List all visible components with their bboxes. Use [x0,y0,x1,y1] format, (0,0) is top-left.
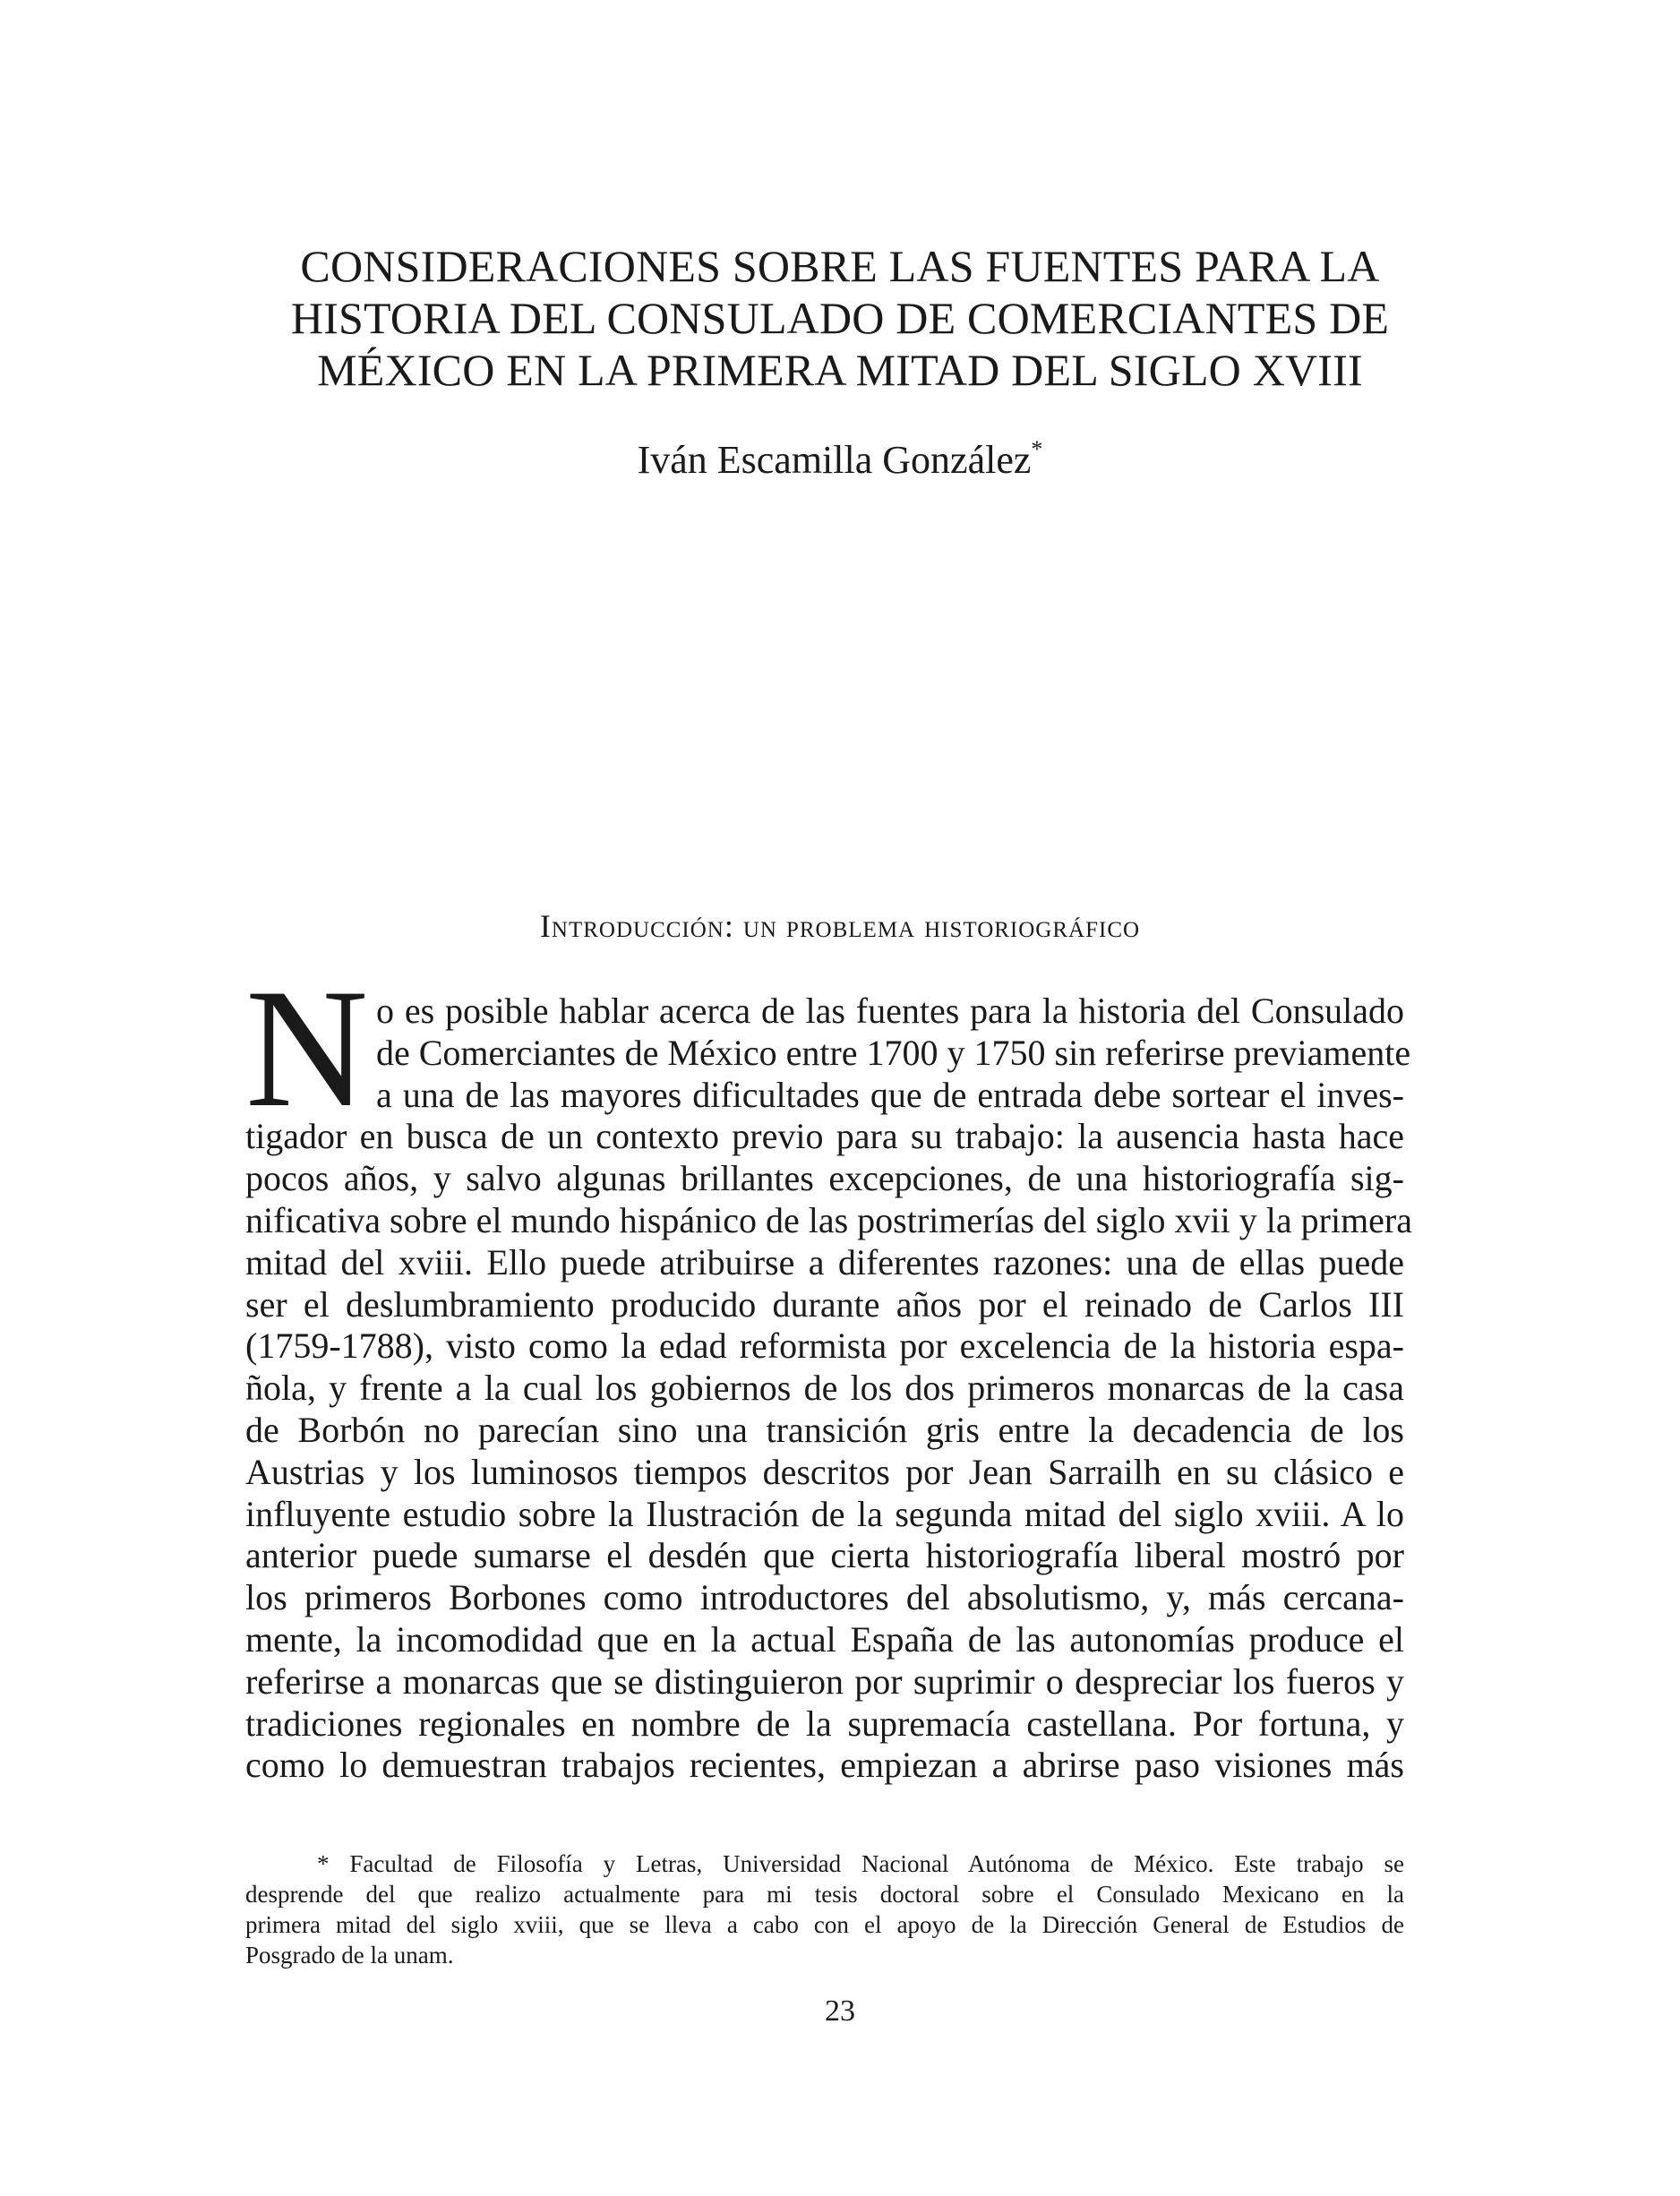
body-line: tradiciones regionales en nombre de la supremacía castellana. Por fortuna, y [245,1703,1404,1744]
body-paragraph [245,991,1413,1787]
title-line: HISTORIA DEL CONSULADO DE COMERCIANTES DE [290,293,1390,343]
article-title [215,240,1465,396]
body-line: los primeros Borbones como introductores del absolutismo, y, más cercana- [245,1577,1404,1618]
body-line: nificativa sobre el mundo hispánico de las postrimerías del siglo xvii y la primera [245,1199,1413,1240]
body-line: de Comerciantes de México entre 1700 y 1750 sin referirse previamente [376,1032,1411,1073]
body-line: anterior puede sumarse el desdén que cierta historiografía liberal mostró por [245,1535,1404,1576]
body-line: ñola, y frente a la cual los gobiernos de los dos primeros monarcas de la casa [245,1368,1404,1409]
body-line: pocos años, y salvo algunas brillantes excepciones, de una historiografía sig- [245,1158,1404,1199]
body-line: referirse a monarcas que se distinguieron por suprimir o despreciar los fueros y [245,1660,1404,1702]
section-heading: Introducción: un problema historiográfico [539,908,1141,944]
body-line: Austrias y los luminosos tiempos descritos por Jean Sarrailh en su clásico e [245,1451,1404,1492]
author-footnote-mark: * [1031,436,1043,462]
body-line: ser el deslumbramiento producido durante años por el reinado de Carlos III [245,1283,1404,1325]
page-number: 23 [825,1994,855,2028]
body-line: influyente estudio sobre la Ilustración de la segunda mitad del siglo xviii. A lo [245,1493,1404,1534]
footnote [245,1849,1404,1970]
body-line: a una de las mayores dificultades que de entrada debe sortear el inves- [376,1074,1404,1115]
body-line: (1759-1788), visto como la edad reformista por excelencia de la historia espa- [245,1325,1404,1367]
body-line: tigador en busca de un contexto previo para su trabajo: la ausencia hasta hace [245,1116,1404,1157]
body-line: mitad del xviii. Ello puede atribuirse a diferentes razones: una de ellas puede [245,1241,1404,1282]
footnote-line: primera mitad del siglo xviii, que se lleva a cabo con el apoyo de la Dirección General de Estudios de [245,1911,1404,1938]
author-byline [215,437,1465,484]
body-line: o es posible hablar acerca de las fuentes para la historia del Consulado [376,991,1404,1031]
footnote-line: Posgrado de la unam. [245,1942,454,1969]
footnote-line: * Facultad de Filosofía y Letras, Universidad Nacional Autónoma de México. Este trabajo se [317,1850,1404,1877]
body-line: como lo demuestran trabajos recientes, empiezan a abrirse paso visiones más [245,1745,1404,1786]
footnote-line: desprende del que realizo actualmente para mi tesis doctoral sobre el Consulado Mexicano en la [245,1881,1404,1908]
title-line: CONSIDERACIONES SOBRE LAS FUENTES PARA LA [300,241,1380,291]
title-line: MÉXICO EN LA PRIMERA MITAD DEL SIGLO XVIII [317,345,1363,395]
author-name: Iván Escamilla González [637,438,1032,482]
drop-cap: N [245,955,369,1143]
body-line: de Borbón no parecían sino una transición gris entre la decadencia de los [245,1409,1404,1450]
body-line: mente, la incomodidad que en la actual España de las autonomías produce el [245,1618,1404,1660]
